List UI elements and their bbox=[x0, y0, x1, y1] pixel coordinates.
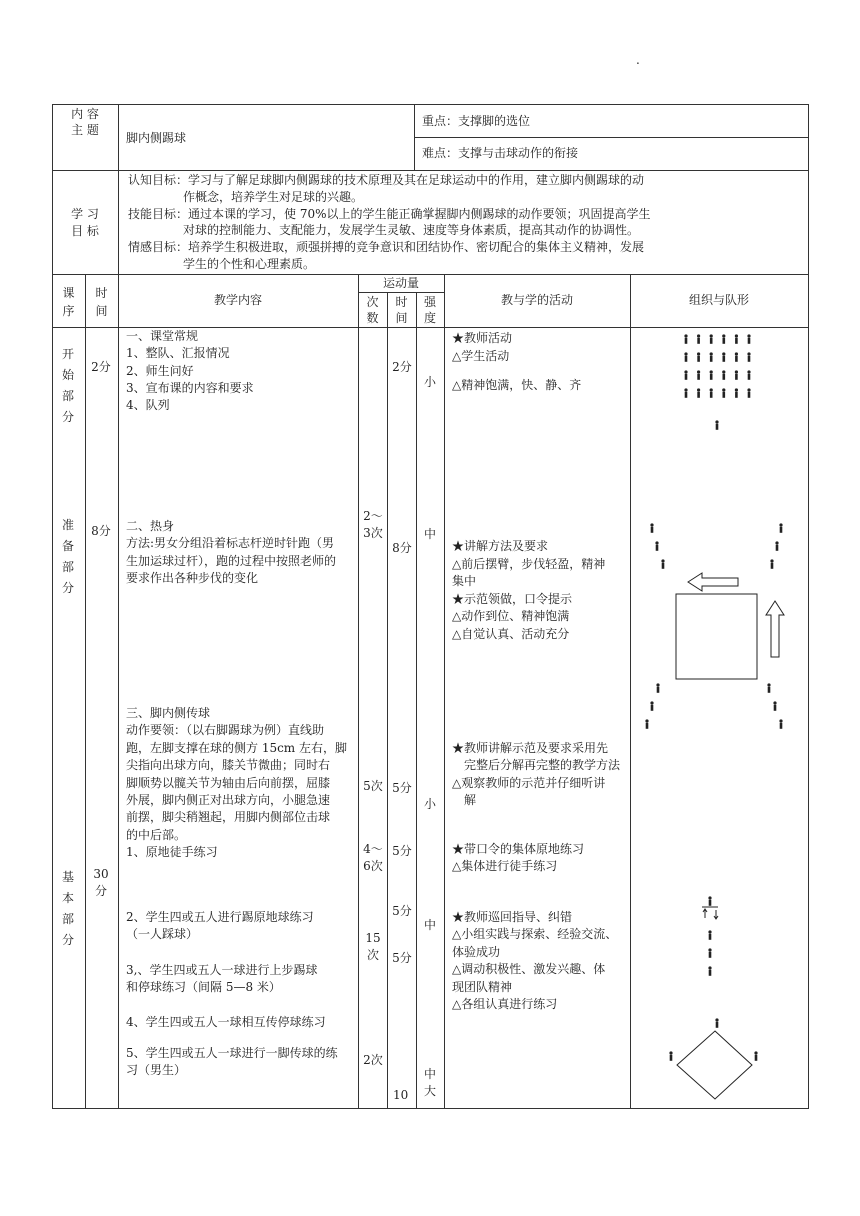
key-point: 重点：支撑脚的选位 bbox=[422, 114, 531, 128]
header-duration: 时 间 bbox=[395, 295, 408, 325]
start-intensity: 小 bbox=[424, 375, 437, 389]
prep-intensity: 中 bbox=[424, 527, 437, 541]
basic-intensity-1: 小 bbox=[424, 797, 437, 811]
student-icon bbox=[722, 334, 725, 343]
basic-duration-5: 10 bbox=[393, 1088, 409, 1102]
section-basic-name: 基本部分 bbox=[61, 870, 74, 947]
section-prep-name: 准备部分 bbox=[61, 518, 74, 595]
student-icon bbox=[684, 334, 687, 343]
header-organization: 组织与队形 bbox=[688, 293, 749, 307]
formation-diagram-prep bbox=[630, 515, 808, 735]
basic-count-2: 4～6次 bbox=[363, 842, 383, 873]
header-dot: . bbox=[636, 53, 640, 67]
table-border-top bbox=[52, 104, 809, 105]
topic-label: 内 容 主 题 bbox=[71, 107, 99, 137]
basic-content-a: 三、脚内侧传球 动作要领：（以右脚踢球为例）直线助 跑，左脚支撑在球的侧方 15cm 左右，脚 尖指向出球方向，膝关节微曲；同时右 脚顺势以髋关节为轴由后向前摆，屈膝 外展，脚内侧正对出球方向，小腿急速 前摆，脚尖稍翘起，用脚内侧部位击球 的中后部。 1、原地徒手练习 bbox=[126, 706, 347, 860]
basic-intensity-3: 中大 bbox=[423, 1067, 436, 1098]
start-content: 一、课堂常规 1、整队、汇报情况 2、师生问好 3、宣布课的内容和要求 4、队列 bbox=[126, 329, 254, 413]
student-icon bbox=[735, 370, 738, 379]
goals-label: 学 习 目 标 bbox=[71, 207, 99, 238]
diamond-shape bbox=[677, 1031, 752, 1099]
prep-count: 2～3次 bbox=[363, 509, 383, 540]
header-time: 时 间 bbox=[95, 286, 108, 318]
student-icon bbox=[684, 352, 687, 361]
prep-duration: 8分 bbox=[392, 541, 412, 555]
student-icon bbox=[697, 352, 700, 361]
student-icon bbox=[735, 388, 738, 397]
prep-content: 二、热身 方法:男女分组沿着标志杆逆时针跑（男 生加运球过杆），跑的过程中按照老师的 要求作出各种步伐的变化 bbox=[126, 519, 337, 585]
student-icon bbox=[722, 388, 725, 397]
student-icon bbox=[710, 334, 713, 343]
student-icon bbox=[735, 352, 738, 361]
student-icon bbox=[684, 370, 687, 379]
basic-activities-c: ★教师巡回指导、纠错 △小组实践与探索、经验交流、 体验成功 △调动积极性、激发兴趣、体 现团队精神 △各组认真进行练习 bbox=[452, 910, 618, 1012]
basic-content-c: 3,、学生四或五人一球进行上步踢球 和停球练习（间隔 5—8 米） bbox=[126, 963, 318, 995]
formation-diagram-basic-line bbox=[690, 892, 730, 982]
student-icon bbox=[722, 370, 725, 379]
table-border-left bbox=[52, 104, 53, 1108]
header-count: 次 数 bbox=[366, 295, 379, 325]
basic-content-d: 4、学生四或五人一球相互传停球练习 bbox=[126, 1015, 326, 1029]
student-icon bbox=[684, 388, 687, 397]
basic-intensity-2: 中 bbox=[424, 918, 437, 932]
header-activities: 教与学的活动 bbox=[500, 293, 573, 307]
difficulty: 难点：支撑与击球动作的衔接 bbox=[422, 146, 579, 160]
section-start-name: 开始部分 bbox=[61, 347, 74, 424]
basic-count-4: 2次 bbox=[363, 1053, 383, 1067]
header-intensity: 强 度 bbox=[423, 295, 436, 325]
student-icon bbox=[697, 334, 700, 343]
start-duration: 2分 bbox=[392, 360, 412, 374]
student-icon bbox=[710, 352, 713, 361]
field-square bbox=[676, 594, 757, 679]
basic-duration-4: 5分 bbox=[392, 951, 412, 965]
basic-content-e: 5、学生四或五人一球进行一脚传球的练 习（男生） bbox=[126, 1046, 338, 1078]
basic-duration-1: 5分 bbox=[392, 781, 412, 795]
basic-activities-b: ★带口令的集体原地练习 △集体进行徒手练习 bbox=[452, 842, 585, 874]
table-border-bottom bbox=[52, 1108, 809, 1109]
student-icon bbox=[747, 352, 750, 361]
formation-diagram-basic-diamond bbox=[660, 1015, 770, 1105]
basic-duration-2: 5分 bbox=[392, 844, 412, 858]
goals-text: 认知目标：学习与了解足球脚内侧踢球的技术原理及其在足球运动中的作用，建立脚内侧踢球的动 作概念，培养学生对足球的兴趣。 技能目标：通过本课的学习，使 70%以上的学生能正确掌握脚内侧踢球的动作要领；巩固提高学生 对球的控制能力、支配能力，发展学生灵敏、速度等身体素质，提高其动作的协调性。 情感目标：培养学生积极进取，顽强拼搏的竞争意识和团结协作、密切配合的集体主义精神，发展 学生的个性和心理素质。 bbox=[128, 173, 651, 271]
student-icon bbox=[710, 370, 713, 379]
arrow-left-icon bbox=[688, 573, 738, 591]
formation-diagram-start bbox=[630, 328, 808, 438]
section-prep-time: 8分 bbox=[91, 524, 111, 538]
header-content: 教学内容 bbox=[213, 293, 262, 307]
table-border-right bbox=[808, 104, 809, 1108]
section-basic-time: 30分 bbox=[93, 867, 109, 898]
arrow-up-icon bbox=[766, 601, 784, 657]
section-start-time: 2分 bbox=[91, 360, 111, 374]
student-icon bbox=[747, 370, 750, 379]
start-activities: ★教师活动 △学生活动 △精神饱满，快、静、齐 bbox=[452, 331, 582, 392]
basic-count-1: 5次 bbox=[363, 779, 383, 793]
student-icon bbox=[710, 388, 713, 397]
topic-value: 脚内侧踢球 bbox=[126, 131, 187, 145]
header-load: 运动量 bbox=[382, 276, 419, 290]
student-icon bbox=[747, 334, 750, 343]
basic-duration-3: 5分 bbox=[392, 904, 412, 918]
student-icon bbox=[735, 334, 738, 343]
basic-count-3: 15次 bbox=[365, 931, 381, 962]
basic-activities-a: ★教师讲解示范及要求采用先 完整后分解再完整的教学方法 △观察教师的示范并仔细听讲 解 bbox=[452, 741, 621, 808]
student-icon bbox=[722, 352, 725, 361]
prep-activities: ★讲解方法及要求 △前后摆臂，步伐轻盈，精神 集中 ★示范领做，口令提示 △动作到位、精神饱满 △自觉认真、活动充分 bbox=[452, 539, 606, 641]
header-seq: 课 序 bbox=[62, 286, 75, 318]
student-icon bbox=[697, 370, 700, 379]
student-icon bbox=[747, 388, 750, 397]
student-icon bbox=[697, 388, 700, 397]
basic-content-b: 2、学生四或五人进行踢原地球练习 （一人踩球） bbox=[126, 910, 314, 942]
